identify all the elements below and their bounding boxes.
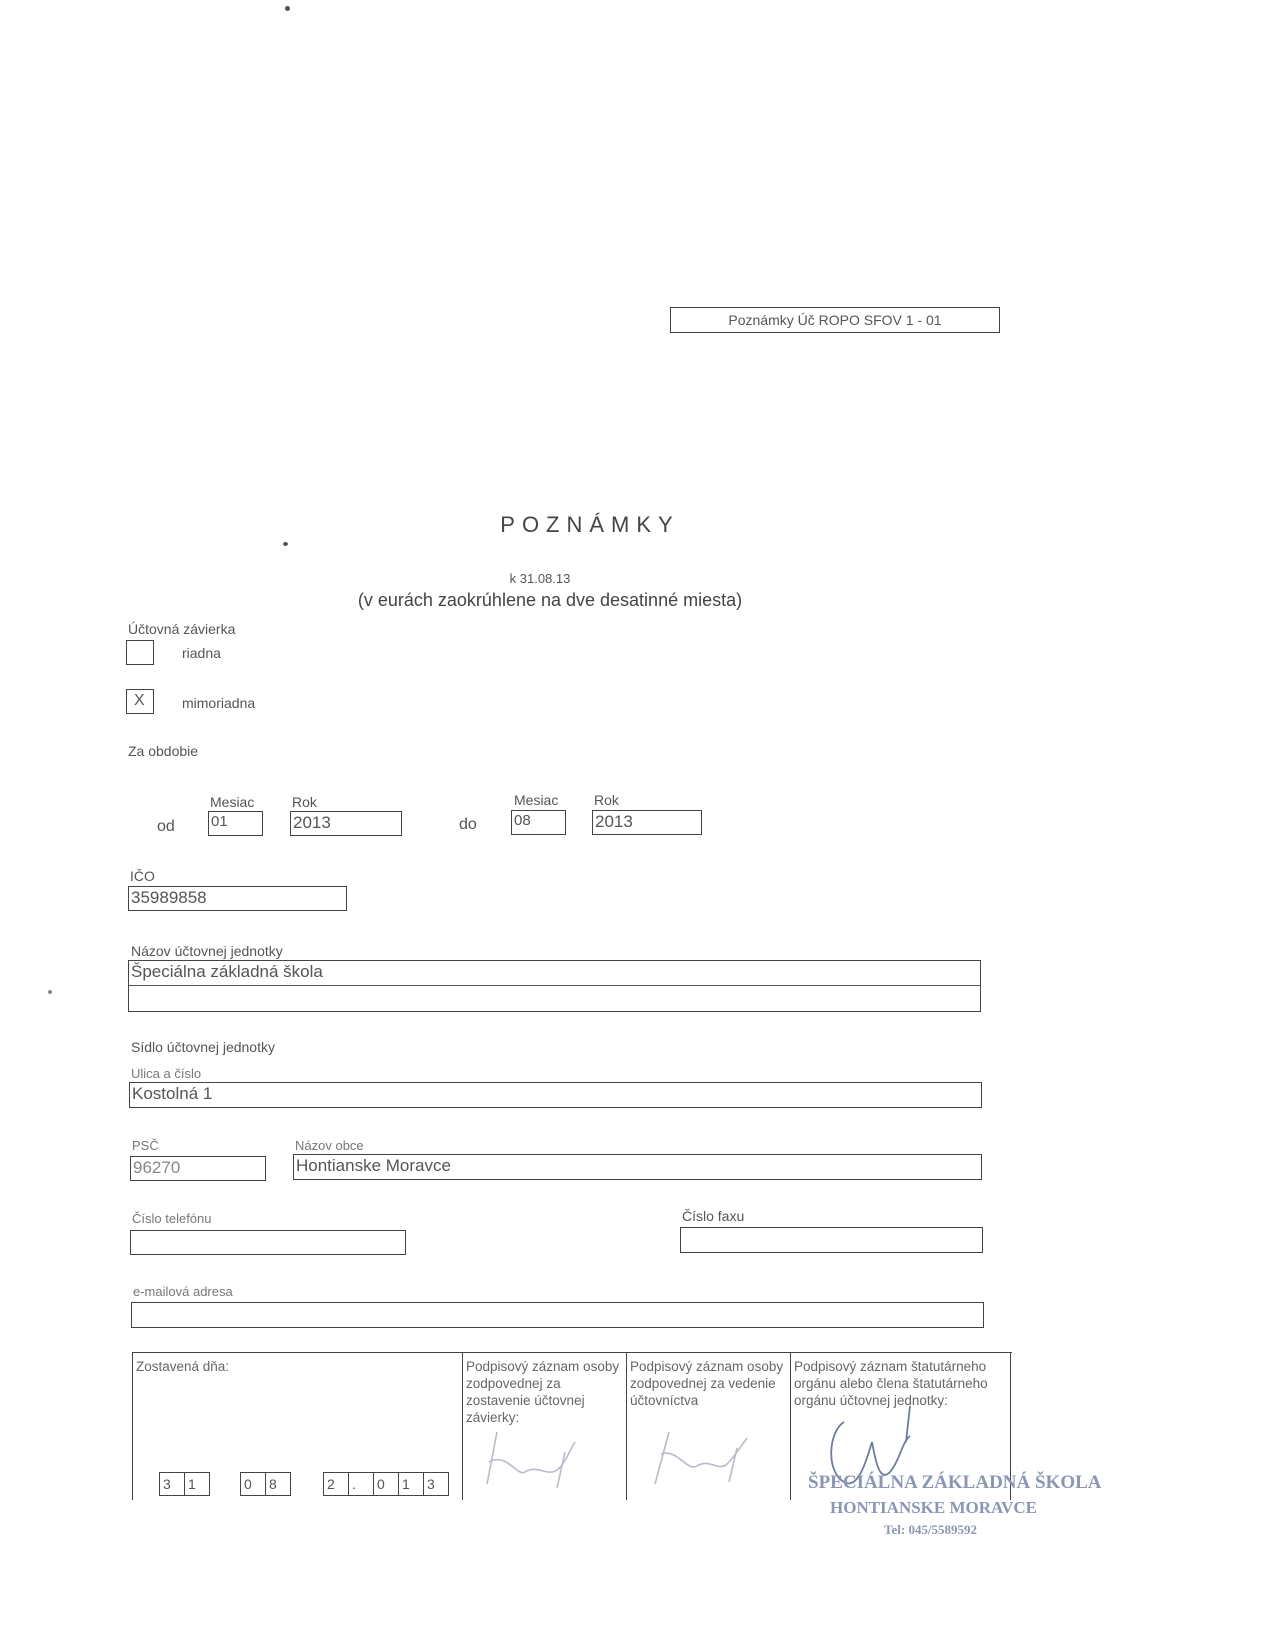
form-code-box [670, 307, 1000, 333]
to-year-value: 2013 [595, 812, 633, 831]
to-year-label: Rok [594, 792, 619, 808]
seat-label: Sídlo účtovnej jednotky [131, 1039, 275, 1055]
extraordinary-label: mimoriadna [182, 695, 256, 711]
date-digit: 1 [184, 1472, 210, 1496]
regular-label: riadna [182, 645, 221, 661]
to-month-field[interactable] [511, 810, 566, 835]
date-digit: 2 [323, 1472, 349, 1496]
extraordinary-checkbox-mark: X [134, 692, 145, 709]
ico-value: 35989858 [131, 888, 207, 907]
col-line-1 [462, 1352, 463, 1500]
extraordinary-checkbox[interactable] [126, 689, 154, 714]
date-digit: 0 [373, 1472, 399, 1496]
date-digit: 0 [240, 1472, 266, 1496]
date-digit: 3 [423, 1472, 449, 1496]
date-digit: 3 [159, 1472, 185, 1496]
date-digit: 1 [398, 1472, 424, 1496]
from-year-field[interactable] [290, 811, 402, 836]
from-month-value: 01 [211, 813, 228, 830]
date-line: k 31.08.13 [509, 571, 571, 586]
date-digit: . [348, 1472, 374, 1496]
unit-name-label: Názov účtovnej jednotky [131, 943, 283, 959]
responsible-closing-text: Podpisový záznam osoby zodpovednej za zostavenie účtovnej závierky: [466, 1359, 620, 1425]
responsible-accounting-text: Podpisový záznam osoby zodpovednej za vedenie účtovníctva [630, 1359, 784, 1408]
from-year-label: Rok [292, 794, 317, 810]
statutory-body-text: Podpisový záznam štatutárneho orgánu alebo člena štatutárneho orgánu účtovnej jednotky: [794, 1359, 988, 1408]
signature-2 [637, 1420, 767, 1495]
psc-label: PSČ [132, 1138, 159, 1153]
email-field[interactable] [131, 1302, 984, 1328]
psc-value: 96270 [133, 1158, 181, 1177]
street-field[interactable] [129, 1082, 982, 1108]
from-month-field[interactable] [208, 811, 263, 836]
scan-speck [285, 6, 290, 11]
regular-checkbox[interactable] [126, 640, 154, 665]
street-value: Kostolná 1 [132, 1084, 213, 1103]
unit-name-divider [129, 985, 980, 986]
from-month-label: Mesiac [210, 794, 255, 810]
email-label: e-mailová adresa [133, 1284, 233, 1299]
psc-field[interactable] [130, 1156, 266, 1181]
period-label: Za obdobie [128, 743, 199, 759]
table-top-border [132, 1352, 1012, 1353]
ico-label: IČO [130, 868, 155, 884]
col-line-3 [790, 1352, 791, 1500]
page-title: POZNÁMKY [500, 512, 680, 537]
to-year-field[interactable] [592, 810, 702, 835]
scan-speck [283, 542, 288, 546]
col-line-0 [132, 1352, 133, 1500]
to-label: do [459, 816, 477, 833]
street-label: Ulica a číslo [131, 1066, 202, 1081]
date-digit: 8 [265, 1472, 291, 1496]
to-month-value: 08 [514, 812, 531, 829]
unit-name-line1: Špeciálna základná škola [131, 962, 323, 981]
closing-label: Účtovná závierka [128, 621, 236, 637]
signature-1 [477, 1422, 597, 1497]
stamp-line1: ŠPECIÁLNA ZÁKLADNÁ ŠKOLA [808, 1472, 1102, 1493]
stamp-line3: Tel: 045/5589592 [884, 1522, 978, 1537]
city-label: Názov obce [295, 1138, 364, 1153]
from-year-value: 2013 [293, 813, 331, 832]
subtitle: (v eurách zaokrúhlene na dve desatinné miesta) [357, 590, 743, 610]
form-code: Poznámky Úč ROPO SFOV 1 - 01 [728, 312, 942, 328]
unit-name-field[interactable] [128, 960, 981, 1012]
from-label: od [157, 818, 175, 835]
scan-speck [48, 990, 52, 994]
compiled-label: Zostavená dňa: [136, 1359, 230, 1374]
phone-field[interactable] [130, 1230, 406, 1255]
to-month-label: Mesiac [514, 792, 559, 808]
phone-label: Číslo telefónu [132, 1211, 212, 1226]
fax-label: Číslo faxu [682, 1208, 745, 1224]
col-line-2 [626, 1352, 627, 1500]
stamp-line2: HONTIANSKE MORAVCE [830, 1498, 1038, 1517]
city-value: Hontianske Moravce [296, 1156, 451, 1175]
city-field[interactable] [293, 1154, 982, 1180]
ico-field[interactable] [128, 886, 347, 911]
fax-field[interactable] [680, 1227, 983, 1253]
